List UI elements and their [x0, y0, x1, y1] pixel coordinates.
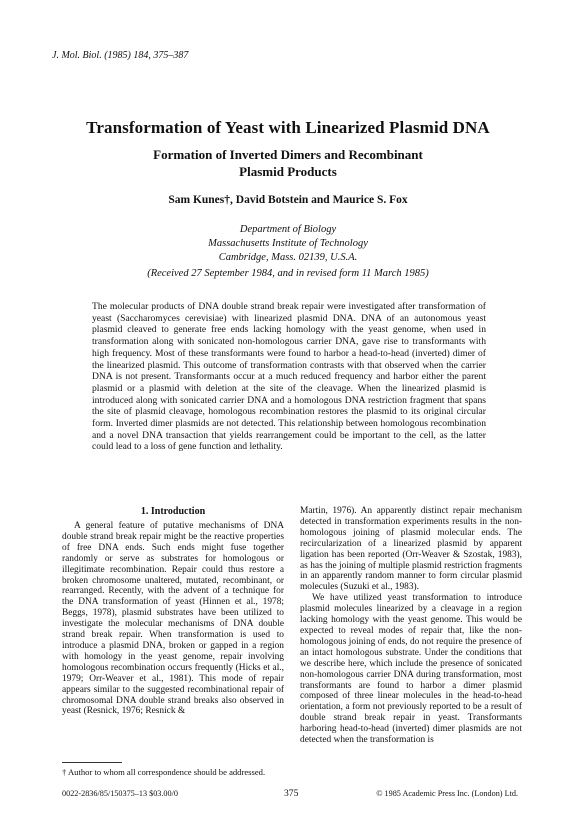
article-title: Transformation of Yeast with Linearized Plasmid DNA — [86, 118, 490, 137]
intro-paragraph-continued: Martin, 1976). An apparently distinct repair mechanism detected in transformation experiments results in the non-homologous joining of plasmid molecular ends. The recircularization of a linearized plasmid by apparent ligation has been reported (Orr-Weaver & Szostak, 1983), as has the joining of multiple plasmid restriction fragments in an apparently random manner to form circular plasmid molecules (Suzuki et al., 1983). — [300, 506, 522, 593]
copyright: © 1985 Academic Press Inc. (London) Ltd. — [376, 789, 518, 798]
abstract: The molecular products of DNA double strand break repair were investigated after transformation of yeast (Saccharomyces cerevisiae) with linearized plasmid DNA. DNA of an autonomous yeast plasmid cleaved to generate free ends lacking homology with the yeast genome, when used in transformation along with sonicated non-homologous carrier DNA, gave rise to transformants with high frequency. Most of these transformants were found to harbor a head-to-head (inverted) dimer of the linearized plasmid. This outcome of transformation contrasts with that observed when the carrier DNA is not present. Transformants occur at a much reduced frequency and harbor either the parent plasmid or a plasmid with deletion at the site of the cleavage. When the linearized plasmid is introduced along with sonicated carrier DNA and a homologous DNA restriction fragment that spans the site of plasmid cleavage, homologous recombination restores the plasmid to its original circular form. Inverted dimer plasmids are not detected. This relationship between homologous recombination and a novel DNA transaction that yields rearrangement could be important to the cell, as the latter could lead to a loss of gene function and lethality. — [92, 301, 486, 453]
affiliation-line: Cambridge, Mass. 02139, U.S.A. — [218, 252, 358, 263]
received-dates: (Received 27 September 1984, and in revised form 11 March 1985) — [147, 268, 429, 279]
affiliation — [0, 223, 576, 265]
footnote-divider — [62, 762, 122, 763]
subtitle-line: Formation of Inverted Dimers and Recombinant — [153, 147, 423, 162]
footnote: † Author to whom all correspondence should be addressed. — [62, 767, 266, 777]
affiliation-line: Massachusetts Institute of Technology — [208, 238, 368, 249]
affiliation-line: Department of Biology — [239, 224, 337, 235]
article-code: 0022-2836/85/150375–13 $03.00/0 — [62, 789, 178, 798]
intro-paragraph: We have utilized yeast transformation to introduce plasmid molecules linearized by a cleavage in a region lacking homology with the yeast genome. This would be expected to reveal modes of repair that, like the non-homologous joining of ends, do not require the presence of an intact homologous substrate. Under the conditions that we describe here, which include the presence of sonicated non-homologous carrier DNA during transformation, most transformants are found to harbor a dimer plasmid composed of three linear molecules in the head-to-head orientation, a form not previously reported to be a result of double strand break repair in yeast. Transformants harboring head-to-head (inverted) dimer plasmids are not detected when the transformation is — [300, 593, 522, 746]
section-heading-introduction: 1. Introduction — [140, 506, 206, 517]
journal-reference: J. Mol. Biol. (1985) 184, 375–387 — [52, 50, 189, 61]
intro-paragraph: A general feature of putative mechanisms of DNA double strand break repair might be the reactive properties of free DNA ends. Such ends might fuse together randomly or serve as substrates for homologous or illegitimate recombination. Repair could thus restore a broken chromosome unaltered, mutated, recombinant, or rearranged. Recently, with the advent of a technique for the DNA transformation of yeast (Hinnen et al., 1978; Beggs, 1978), plasmid substrates have been utilized to investigate the molecular mechanisms of DNA double strand break repair. When transformation is used to introduce a plasmid DNA, broken or gapped in a region with homology in the yeast genome, repair involving homologous recombination occurs frequently (Hicks et al., 1979; Orr-Weaver et al., 1981). This mode of repair appears similar to the suggested recombinational repair of chromosomal DNA double strand breaks also observed in yeast (Resnick, 1976; Resnick & — [62, 521, 284, 717]
author-list: Sam Kunes†, David Botstein and Maurice S. Fox — [168, 194, 408, 206]
article-subtitle — [0, 146, 576, 180]
left-column — [62, 521, 284, 717]
subtitle-line: Plasmid Products — [239, 164, 337, 179]
right-column — [300, 506, 522, 746]
page-number: 375 — [284, 788, 299, 799]
page-footer — [62, 789, 518, 801]
